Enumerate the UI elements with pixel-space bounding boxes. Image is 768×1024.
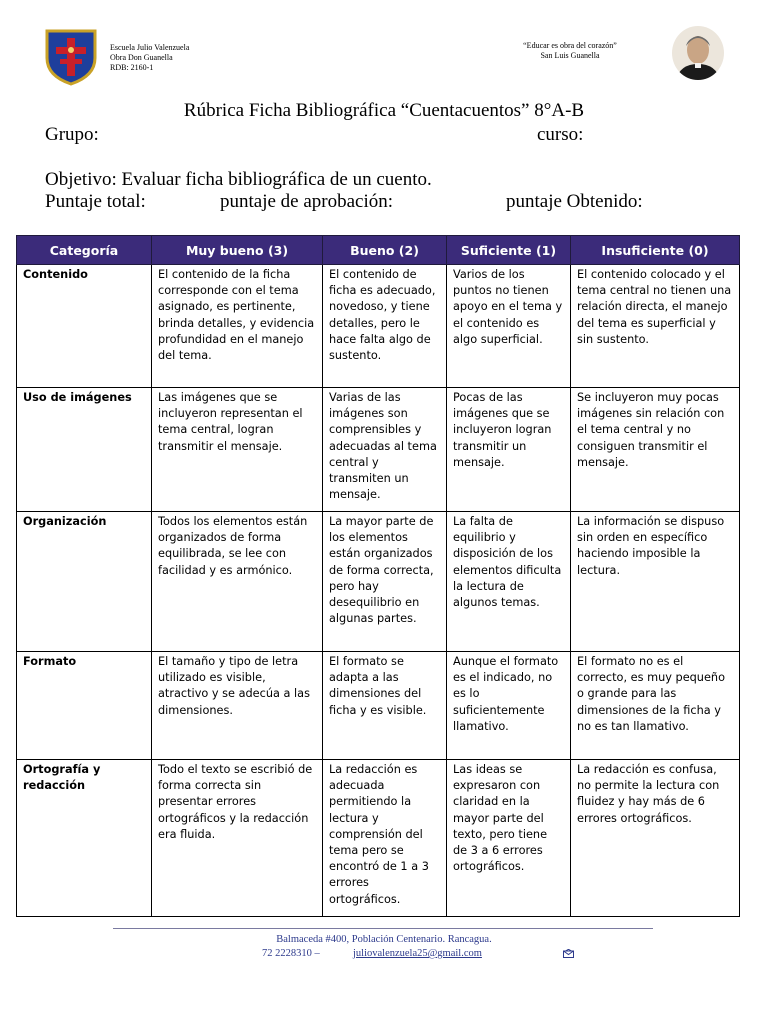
criterion-cell: Las ideas se expresaron con claridad en la mayor parte del texto, pero tiene de 3 a 6 errores ortográficos. <box>447 760 571 917</box>
criterion-cell: Varios de los puntos no tienen apoyo en el tema y el contenido es algo superficial. <box>447 265 571 388</box>
column-header: Muy bueno (3) <box>152 236 323 265</box>
rubric-table <box>16 235 740 917</box>
motto-author: San Luis Guanella <box>540 51 600 60</box>
criterion-cell: Pocas de las imágenes que se incluyeron logran transmitir un mensaje. <box>447 388 571 512</box>
criterion-cell: Todo el texto se escribió de forma correcta sin presentar errores ortográficos y la redacción era fluida. <box>152 760 323 917</box>
criterion-cell: La redacción es confusa, no permite la lectura con fluidez y hay más de 6 errores ortográficos. <box>571 760 740 917</box>
rubric-header-row <box>17 236 740 265</box>
column-header: Insuficiente (0) <box>571 236 740 265</box>
footer-phone: 72 2228310 – <box>262 948 320 959</box>
column-header: Categoría <box>17 236 152 265</box>
school-crest-logo <box>44 28 98 86</box>
puntaje-obtenido-label: puntaje Obtenido: <box>506 191 643 212</box>
table-row <box>17 388 740 512</box>
category-cell: Formato <box>17 652 152 760</box>
footer-divider <box>113 928 653 929</box>
footer-address: Balmaceda #400, Población Centenario. Rancagua. <box>276 934 492 945</box>
footer-email-link[interactable]: juliovalenzuela25@gmail.com <box>353 948 482 959</box>
puntaje-aprobacion-label: puntaje de aprobación: <box>220 191 394 212</box>
column-header: Suficiente (1) <box>447 236 571 265</box>
puntaje-total-label: Puntaje total: <box>45 191 146 212</box>
motto <box>490 41 650 61</box>
criterion-cell: El contenido de ficha es adecuado, novedoso, y tiene detalles, pero le hace falta algo de sustento. <box>323 265 447 388</box>
category-cell: Uso de imágenes <box>17 388 152 512</box>
objetivo-text: Objetivo: Evaluar ficha bibliográfica de un cuento. <box>45 169 432 190</box>
school-rbd: RDB: 2160-1 <box>110 63 154 72</box>
category-cell: Ortografía y redacción <box>17 760 152 917</box>
criterion-cell: Todos los elementos están organizados de forma equilibrada, se lee con facilidad y es armónico. <box>152 512 323 652</box>
table-row <box>17 760 740 917</box>
table-row <box>17 512 740 652</box>
criterion-cell: El formato no es el correcto, es muy pequeño o grande para las dimensiones de la ficha y no es tan llamativo. <box>571 652 740 760</box>
school-org: Obra Don Guanella <box>110 53 173 62</box>
criterion-cell: La redacción es adecuada permitiendo la lectura y comprensión del tema pero se encontró de 1 a 3 errores ortográficos. <box>323 760 447 917</box>
curso-label: curso: <box>537 124 584 145</box>
criterion-cell: Varias de las imágenes son comprensibles y adecuadas al tema central y transmiten un mensaje. <box>323 388 447 512</box>
criterion-cell: Se incluyeron muy pocas imágenes sin relación con el tema central y no consiguen transmitir el mensaje. <box>571 388 740 512</box>
category-cell: Organización <box>17 512 152 652</box>
criterion-cell: El tamaño y tipo de letra utilizado es visible, atractivo y se adecúa a las dimensiones. <box>152 652 323 760</box>
table-row <box>17 265 740 388</box>
motto-text: “Educar es obra del corazón” <box>523 41 617 50</box>
school-info <box>110 43 189 73</box>
grupo-label: Grupo: <box>45 124 99 145</box>
criterion-cell: La falta de equilibrio y disposición de los elementos dificulta la lectura de algunos temas. <box>447 512 571 652</box>
criterion-cell: La información se dispuso sin orden en específico haciendo imposible la lectura. <box>571 512 740 652</box>
criterion-cell: El formato se adapta a las dimensiones del ficha y es visible. <box>323 652 447 760</box>
criterion-cell: Aunque el formato es el indicado, no es lo suficientemente llamativo. <box>447 652 571 760</box>
category-cell: Contenido <box>17 265 152 388</box>
criterion-cell: El contenido colocado y el tema central no tienen una relación directa, el manejo del tema es superficial y sin sustento. <box>571 265 740 388</box>
criterion-cell: La mayor parte de los elementos están organizados de forma correcta, pero hay desequilibrio en algunas partes. <box>323 512 447 652</box>
column-header: Bueno (2) <box>323 236 447 265</box>
page-title: Rúbrica Ficha Bibliográfica “Cuentacuentos” 8°A-B <box>183 100 585 121</box>
criterion-cell: Las imágenes que se incluyeron representan el tema central, logran transmitir el mensaje. <box>152 388 323 512</box>
school-name: Escuela Julio Valenzuela <box>110 43 190 52</box>
envelope-icon <box>563 949 574 958</box>
table-row <box>17 652 740 760</box>
saint-portrait-image <box>672 26 724 80</box>
criterion-cell: El contenido de la ficha corresponde con el tema asignado, es pertinente, brinda detalles, y evidencia profundidad en el manejo del tema. <box>152 265 323 388</box>
